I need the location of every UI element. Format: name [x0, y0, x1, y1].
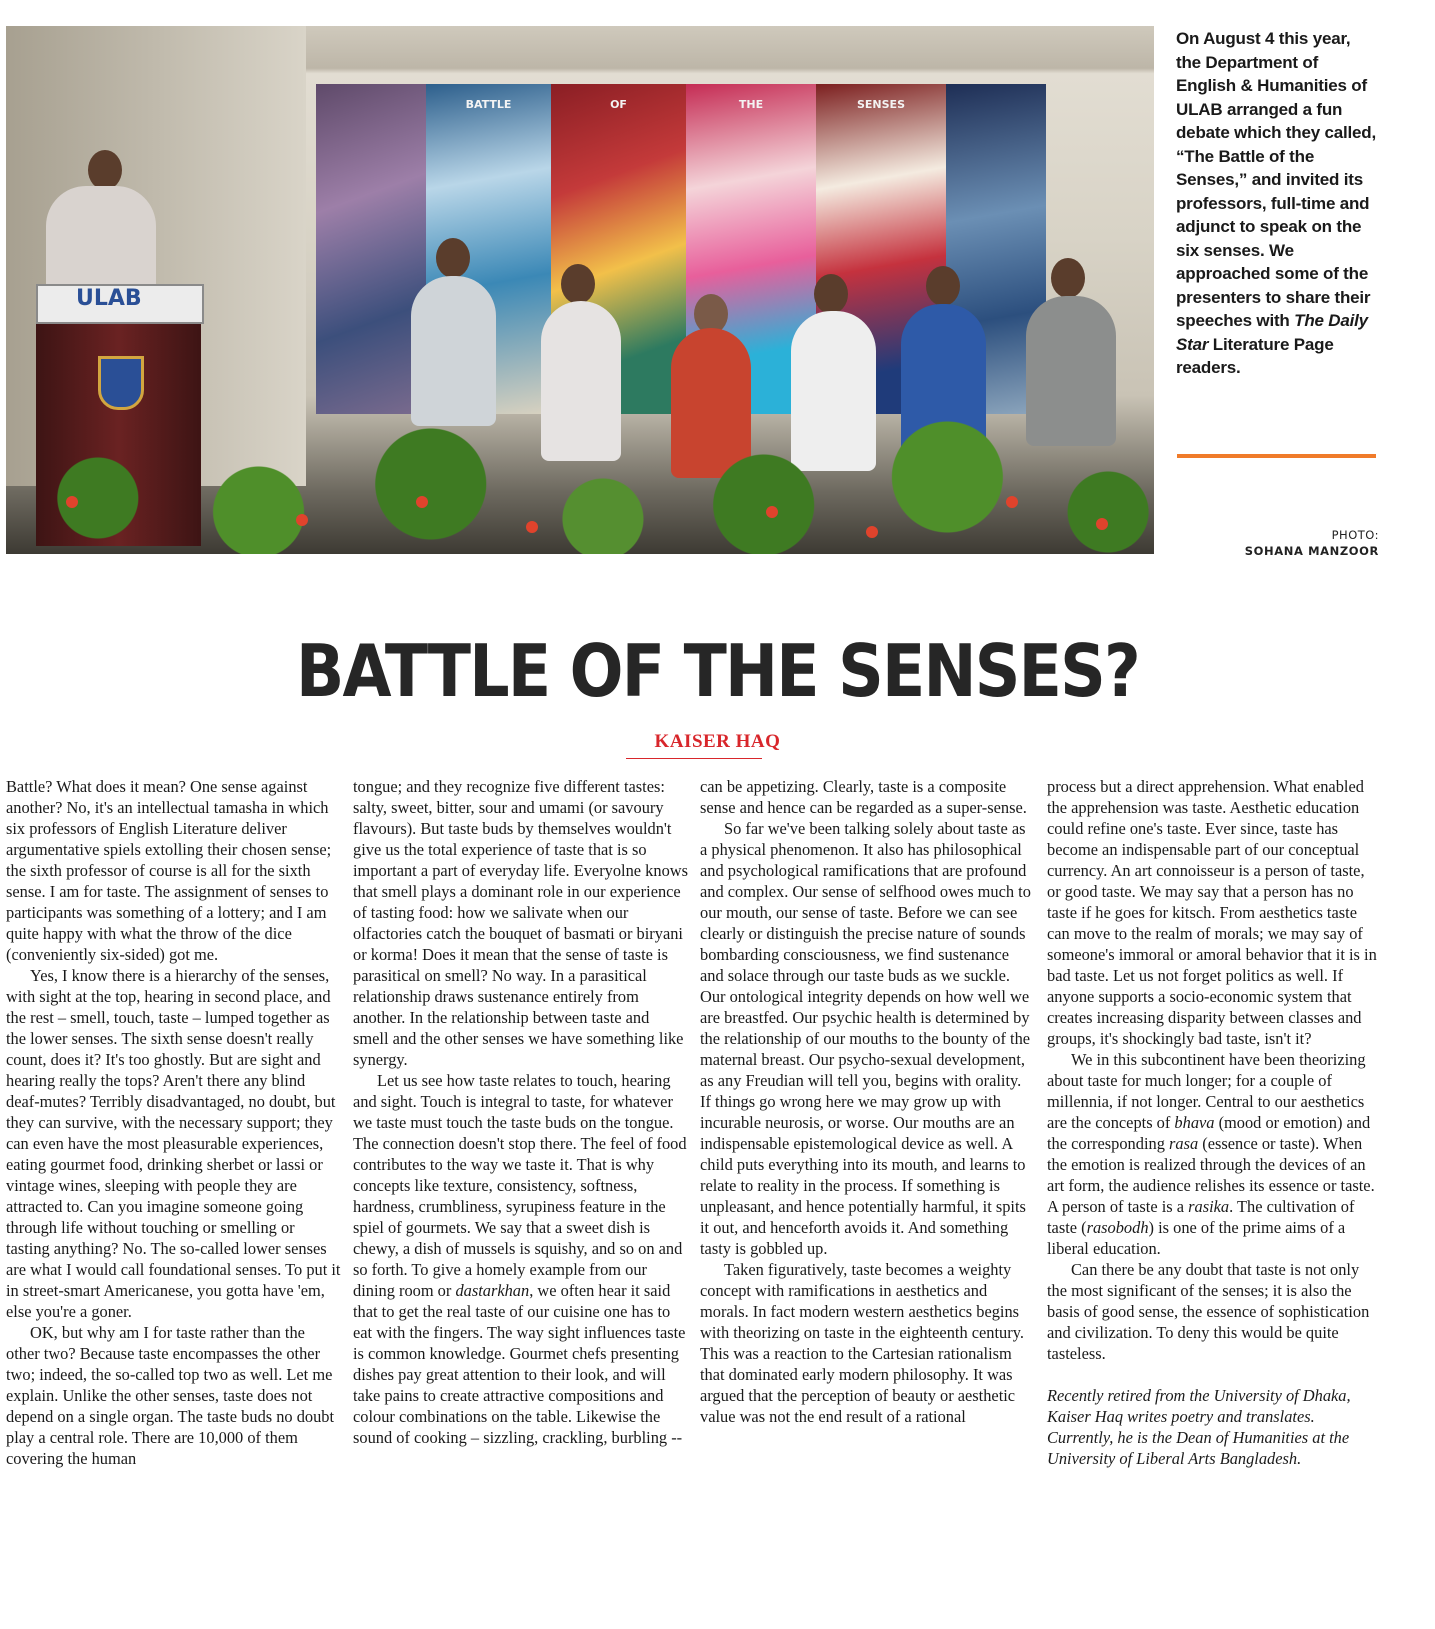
paragraph: Yes, I know there is a hierarchy of the senses, with sight at the top, hearing in second place, and the rest – smell, touch, taste – lumped together as the lower senses. The sixth sense doesn't really count, does it? It's too ghostly. But are sight and hearing really the tops? Aren't there any blind deaf-mutes? Terribly disadvantaged, no doubt, but they can survive, with the necessary support; they can even have the most pleasurable experiences, eating gourmet food, drinking sherbet or lassi or vintage wines, sleeping with people they are attracted to. Can you imagine someone going through life without touching or smelling or tasting anything? No. The so-called lower senses are what I would call foundational senses. To put it in street-smart Americanese, you gotta have 'em, else you're a goner.: [6, 966, 341, 1321]
italic-term: rasika: [1188, 1197, 1230, 1216]
paragraph: Taken figuratively, taste becomes a weighty concept with ramifications in aesthetics and morals. In fact modern western aesthetics begins with theorizing on taste in the eighteenth century. This was a reaction to the Cartesian rationalism that dominated early modern philosophy. It was argued that the perception of beauty or aesthetic value was not the end result of a rational: [700, 1260, 1024, 1426]
intro-publication: The Daily Star: [1176, 311, 1368, 354]
panelist-head: [561, 264, 595, 304]
speaker-head: [88, 150, 122, 190]
panelist-head: [814, 274, 848, 314]
italic-term: rasobodh: [1086, 1218, 1149, 1237]
article-column-3: [700, 776, 1035, 1427]
italic-term: bhava: [1174, 1113, 1215, 1132]
panelist-head: [926, 266, 960, 306]
article-column-2: [353, 776, 688, 1448]
paragraph: [353, 1070, 688, 1448]
flower: [1006, 496, 1018, 508]
podium-emblem: [98, 356, 144, 410]
panelist-head: [1051, 258, 1085, 298]
article-column-4: [1047, 776, 1377, 1469]
paragraph: Battle? What does it mean? One sense against another? No, it's an intellectual tamasha in which six professors of English Literature deliver argumentative spiels extolling their chosen sense; the sixth professor of course is all for the sixth sense. I am for taste. The assignment of senses to participants was something of a lottery; and I am quite happy with what the throw of the dice (conveniently six-sided) got me.: [6, 777, 332, 964]
photo-credit-name: SOHANA MANZOOR: [1244, 544, 1379, 558]
author-bio: Recently retired from the University of Dhaka, Kaiser Haq writes poetry and translates. Currently, he is the Dean of Humanities at the University of Liberal Arts Bangladesh.: [1047, 1386, 1351, 1468]
article-column-1: [6, 776, 341, 1469]
panelist-1: [411, 276, 496, 426]
flower: [296, 514, 308, 526]
paragraph-text: We in this subcontinent have been theorizing about taste for much longer; for a couple of millennia, if not longer. Central to our aesthetics are the concepts of: [1047, 1050, 1366, 1132]
banner-word-1: BATTLE: [465, 98, 512, 111]
accent-rule: [1177, 454, 1376, 458]
photo-credit: [1245, 527, 1379, 559]
paragraph: Can there be any doubt that taste is not only the most significant of the senses; it is also the basis of good sense, the essence of sophistication and civilization. To deny this would be quite tasteless.: [1047, 1260, 1370, 1363]
byline-underline: [626, 758, 762, 759]
photo-credit-label: PHOTO:: [1331, 528, 1379, 542]
stage-plants: [6, 414, 1154, 554]
panelist-head: [436, 238, 470, 278]
article-headline: BATTLE OF THE SENSES?: [295, 629, 1140, 713]
flower: [866, 526, 878, 538]
paragraph: process but a direct apprehension. What enabled the apprehension was taste. Aesthetic education could refine one's taste. Ever since, taste has become an indispensable part of our conceptual currency. An art connoisseur is a person of taste, or good taste. We may say that a person has no taste if he goes for kitsch. From aesthetics taste can move to the realm of morals; we may say of someone's immoral or amoral behavior that it is in bad taste. Let us not forget politics as well. If anyone supports a socio-economic system that creates increasing disparity between classes and groups, it's shockingly bad taste, isn't it?: [1047, 777, 1377, 1048]
paragraph: can be appetizing. Clearly, taste is a composite sense and hence can be regarded as a super-sense.: [700, 777, 1027, 817]
flower: [416, 496, 428, 508]
speaker: [46, 186, 156, 296]
event-photo: [6, 26, 1154, 554]
paragraph-text: , we often hear it said that to get the real taste of our cuisine one has to eat with the fingers. The way sight influences taste is common knowledge. Gourmet chefs presenting dishes pay great attention to their look, and will take pains to create attractive compositions and colour combinations on the table. Likewise the sound of cooking – sizzling, crackling, burbling --: [353, 1281, 686, 1447]
paragraph: OK, but why am I for taste rather than the other two? Because taste encompasses the other two; indeed, the so-called top two as well. Let me explain. Unlike the other senses, taste does not depend on a single organ. The taste buds no doubt play a central role. There are 10,000 of them covering the human: [6, 1323, 335, 1468]
banner-word-2: OF: [610, 98, 627, 111]
flower: [1096, 518, 1108, 530]
paragraph-text: ) is one of the prime aims of a liberal education.: [1047, 1218, 1346, 1258]
banner-word-3: THE: [738, 98, 764, 111]
paragraph: tongue; and they recognize five different tastes: salty, sweet, bitter, sour and umami (or savoury flavours). But taste buds by themselves wouldn't give us the total experience of taste that is so important a part of everyday life. Everyolne knows that smell plays a dominant role in our experience of tasting food: how we salivate when our olfactories catch the bouquet of basmati or biryani or korma! Does it mean that the sense of taste is parasitical on smell? No way. In a parasitical relationship draws sustenance entirely from another. In the relationship between taste and smell and the other senses we have something like synergy.: [353, 777, 688, 1069]
italic-term: rasa: [1169, 1134, 1199, 1153]
paragraph-text: Let us see how taste relates to touch, hearing and sight. Touch is integral to taste, for whatever we taste must touch the taste buds on the tongue. The connection doesn't stop there. The feel of food contributes to the way we taste it. That is why concepts like texture, consistency, softness, hardness, crumbliness, syrupiness feature in the spiel of gourmets. We say that a sweet dish is chewy, a dish of mussels is squishy, and so on and so forth. To give a homely example from our dining room or: [353, 1071, 687, 1300]
intro-text: On August 4 this year, the Department of English & Humanities of ULAB arranged a fun debate which they called, “The Battle of the Senses,” and invited its professors, full-time and adjunct to speak on the six senses. We approached some of the presenters to share their speeches with: [1176, 29, 1377, 330]
flower: [766, 506, 778, 518]
italic-term: dastarkhan: [455, 1281, 530, 1300]
banner-1: [316, 84, 426, 414]
ulab-logo: ULAB: [76, 286, 142, 311]
article-byline: KAISER HAQ: [654, 731, 781, 752]
paragraph: [1047, 1049, 1377, 1259]
paragraph-text: (essence or taste). When the emotion is realized through the devices of an art form, the audience relishes its essence or taste. A person of taste is a: [1047, 1134, 1375, 1216]
flower: [66, 496, 78, 508]
flower: [526, 521, 538, 533]
paragraph-text: (mood or emotion) and the corresponding: [1047, 1113, 1371, 1153]
paragraph-text: . The cultivation of taste (: [1047, 1197, 1355, 1237]
paragraph: So far we've been talking solely about taste as a physical phenomenon. It also has philosophical and psychological ramifications that are profound and complex. Our sense of selfhood owes much to our mouth, our sense of taste. Before we can see clearly or distinguish the precise nature of sounds bombarding consciousness, we find sustenance and solace through our taste buds as we suckle. Our ontological integrity depends on how well we are breastfed. Our psychic health is determined by the relationship of our mouths to the bounty of the maternal breast. Our psycho-sexual development, as any Freudian will tell you, begins with orality. If things go wrong here we may grow up with incurable neurosis, or worse. Our mouths are an indispensable epistemological device as well. A child puts everything into its mouth, and learns to relate to reality in the process. If something is unpleasant, and hence potentially harmful, it spits it out, and henceforth avoids it. And something tasty is gobbled up.: [700, 819, 1031, 1258]
intro-text-end: Literature Page readers.: [1176, 334, 1334, 377]
intro-blurb: [1176, 27, 1378, 380]
banner-word-4: SENSES: [856, 98, 905, 111]
